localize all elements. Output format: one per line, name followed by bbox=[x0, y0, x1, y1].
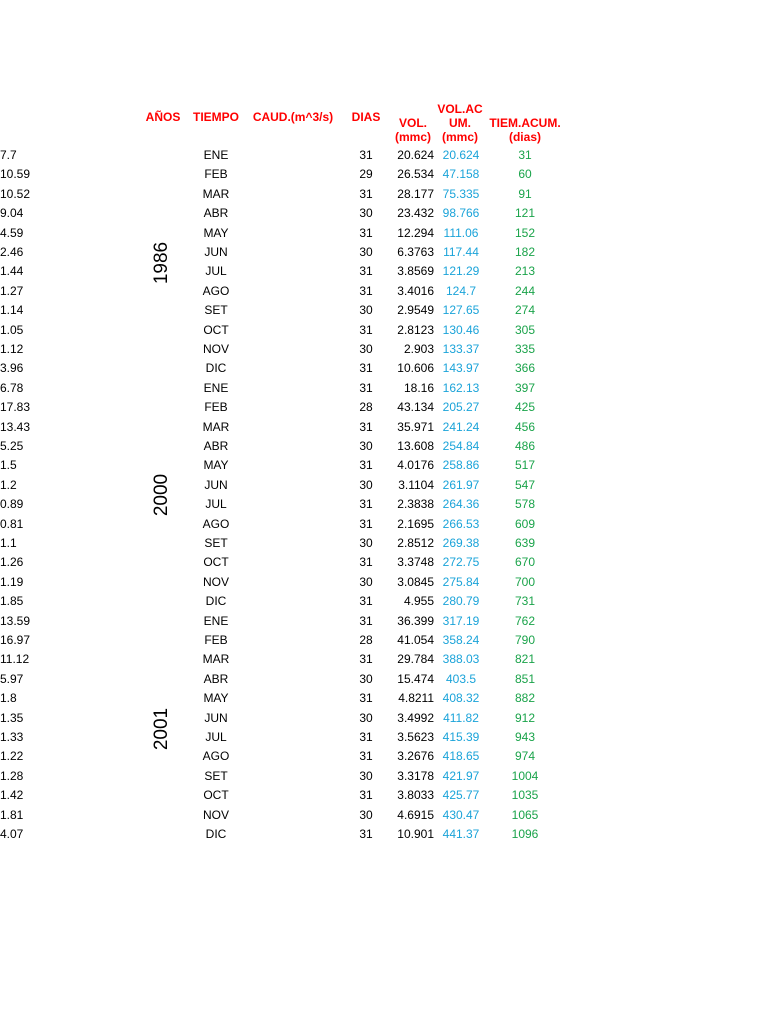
caudal-cell: 5.25 bbox=[0, 439, 24, 453]
caudal-cell: 7.7 bbox=[0, 148, 17, 162]
month-cell: MAY bbox=[203, 225, 229, 240]
table-row bbox=[0, 631, 768, 650]
vol-acum-cell: 421.97 bbox=[442, 768, 480, 783]
tiem-acum-cell: 517 bbox=[514, 458, 536, 473]
caudal-cell: 13.43 bbox=[0, 419, 31, 434]
vol-acum-cell: 425.77 bbox=[442, 788, 480, 803]
vol-cell: 10.606 bbox=[397, 361, 434, 376]
table-row bbox=[0, 515, 768, 534]
tiem-acum-cell: 912 bbox=[514, 710, 536, 725]
caudal-cell: 6.78 bbox=[0, 380, 24, 395]
caudal-cell: 1.27 bbox=[0, 283, 24, 298]
vol-cell: 23.432 bbox=[397, 206, 434, 221]
caudal-cell: 4.59 bbox=[0, 225, 24, 240]
vol-acum-cell: 275.84 bbox=[442, 574, 480, 589]
vol-cell: 12.294 bbox=[397, 225, 434, 240]
table-row bbox=[0, 534, 768, 553]
table-row bbox=[0, 262, 768, 281]
table-row bbox=[0, 224, 768, 243]
month-cell: NOV bbox=[202, 574, 229, 589]
month-cell: DIC bbox=[205, 361, 227, 376]
header-vol-line2: (mmc) bbox=[394, 130, 431, 144]
tiem-acum-cell: 486 bbox=[514, 439, 536, 453]
vol-cell: 4.6915 bbox=[397, 807, 434, 822]
table-row bbox=[0, 243, 768, 262]
caudal-cell: 0.81 bbox=[0, 516, 24, 531]
caudal-cell: 2.46 bbox=[0, 245, 24, 259]
month-cell: JUN bbox=[204, 245, 228, 259]
tiem-acum-cell: 152 bbox=[514, 225, 536, 240]
tiem-acum-cell: 578 bbox=[514, 497, 536, 512]
table-row bbox=[0, 165, 768, 184]
table-row bbox=[0, 806, 768, 825]
vol-cell: 3.8033 bbox=[397, 788, 434, 803]
month-cell: ABR bbox=[203, 439, 229, 453]
header-vol bbox=[388, 116, 438, 144]
caudal-cell: 1.5 bbox=[0, 458, 17, 473]
header-volac bbox=[434, 102, 486, 144]
table-row bbox=[0, 728, 768, 747]
caudal-cell: 5.97 bbox=[0, 671, 24, 686]
month-cell: JUN bbox=[204, 477, 228, 492]
month-cell: MAR bbox=[202, 186, 230, 201]
vol-acum-cell: 261.97 bbox=[442, 477, 480, 492]
header-vol-line1: VOL. bbox=[398, 116, 427, 130]
vol-cell: 43.134 bbox=[397, 400, 434, 415]
vol-acum-cell: 317.19 bbox=[442, 613, 480, 628]
caudal-cell: 1.14 bbox=[0, 303, 24, 318]
vol-cell: 2.8512 bbox=[397, 536, 434, 550]
dias-cell: 28 bbox=[359, 633, 373, 647]
table-row bbox=[0, 786, 768, 805]
month-cell: DIC bbox=[205, 827, 227, 841]
table-row bbox=[0, 185, 768, 204]
table-row bbox=[0, 301, 768, 320]
vol-cell: 4.955 bbox=[403, 594, 434, 609]
dias-cell: 31 bbox=[359, 458, 373, 473]
caudal-cell: 1.28 bbox=[0, 768, 24, 783]
vol-acum-cell: 266.53 bbox=[442, 516, 480, 531]
table-row bbox=[0, 204, 768, 223]
table-row bbox=[0, 670, 768, 689]
header-volac-line3: (mmc) bbox=[441, 130, 478, 144]
month-cell: JUL bbox=[205, 730, 227, 744]
year-label: 1986 bbox=[151, 241, 172, 285]
table-row bbox=[0, 456, 768, 475]
caudal-cell: 3.96 bbox=[0, 361, 24, 376]
tiem-acum-cell: 762 bbox=[514, 613, 536, 628]
vol-acum-cell: 205.27 bbox=[442, 400, 480, 415]
vol-acum-cell: 47.158 bbox=[442, 167, 480, 182]
tiem-acum-cell: 335 bbox=[514, 342, 536, 356]
caudal-cell: 0.89 bbox=[0, 497, 24, 512]
tiem-acum-cell: 274 bbox=[514, 303, 536, 318]
caudal-cell: 11.12 bbox=[0, 652, 30, 667]
month-cell: NOV bbox=[202, 807, 229, 822]
dias-cell: 30 bbox=[359, 206, 373, 221]
vol-acum-cell: 280.79 bbox=[442, 594, 480, 609]
vol-cell: 6.3763 bbox=[397, 245, 434, 259]
month-cell: ABR bbox=[203, 206, 229, 221]
dias-cell: 30 bbox=[359, 342, 373, 356]
vol-acum-cell: 254.84 bbox=[442, 439, 480, 453]
table-row bbox=[0, 767, 768, 786]
vol-cell: 3.8569 bbox=[397, 264, 434, 279]
dias-cell: 29 bbox=[359, 167, 373, 182]
table-row bbox=[0, 689, 768, 708]
vol-acum-cell: 117.44 bbox=[443, 245, 479, 259]
month-cell: ENE bbox=[203, 380, 229, 395]
caudal-cell: 1.35 bbox=[0, 710, 24, 725]
tiem-acum-cell: 821 bbox=[514, 652, 536, 667]
tiem-acum-cell: 91 bbox=[518, 186, 532, 201]
dias-cell: 31 bbox=[359, 361, 373, 376]
vol-acum-cell: 441.37 bbox=[442, 827, 480, 841]
vol-acum-cell: 241.24 bbox=[442, 419, 480, 434]
caudal-cell: 13.59 bbox=[0, 613, 31, 628]
caudal-cell: 4.07 bbox=[0, 827, 24, 841]
vol-cell: 3.5623 bbox=[397, 730, 434, 744]
vol-cell: 4.8211 bbox=[398, 691, 434, 706]
vol-acum-cell: 415.39 bbox=[442, 730, 480, 744]
month-cell: AGO bbox=[202, 516, 230, 531]
vol-acum-cell: 127.65 bbox=[442, 303, 480, 318]
tiem-acum-cell: 670 bbox=[514, 555, 536, 570]
month-cell: ENE bbox=[203, 148, 229, 162]
month-cell: MAY bbox=[203, 691, 229, 706]
tiem-acum-cell: 943 bbox=[514, 730, 536, 744]
vol-cell: 13.608 bbox=[397, 439, 434, 453]
dias-cell: 31 bbox=[359, 225, 373, 240]
tiem-acum-cell: 851 bbox=[514, 671, 536, 686]
table-row bbox=[0, 825, 768, 844]
month-cell: ABR bbox=[203, 671, 229, 686]
dias-cell: 31 bbox=[359, 419, 373, 434]
dias-cell: 31 bbox=[359, 555, 373, 570]
year-label: 2001 bbox=[151, 707, 172, 751]
tiem-acum-cell: 882 bbox=[514, 691, 536, 706]
month-cell: AGO bbox=[202, 749, 230, 764]
vol-cell: 2.3838 bbox=[397, 497, 434, 512]
vol-cell: 35.971 bbox=[397, 419, 434, 434]
month-cell: OCT bbox=[203, 322, 229, 337]
vol-cell: 2.903 bbox=[403, 342, 434, 356]
table-row bbox=[0, 476, 768, 495]
table-row bbox=[0, 321, 768, 340]
tiem-acum-cell: 790 bbox=[514, 633, 536, 647]
table-row bbox=[0, 709, 768, 728]
vol-acum-cell: 143.97 bbox=[442, 361, 480, 376]
tiem-acum-cell: 60 bbox=[518, 167, 532, 182]
caudal-cell: 1.2 bbox=[0, 477, 17, 492]
vol-cell: 4.0176 bbox=[397, 458, 434, 473]
vol-acum-cell: 258.86 bbox=[442, 458, 480, 473]
month-cell: MAR bbox=[202, 419, 230, 434]
caudal-cell: 1.05 bbox=[0, 322, 24, 337]
tiem-acum-cell: 305 bbox=[514, 322, 536, 337]
caudal-cell: 1.81 bbox=[0, 807, 24, 822]
dias-cell: 31 bbox=[359, 613, 373, 628]
vol-cell: 2.9549 bbox=[397, 303, 434, 318]
table-row bbox=[0, 398, 768, 417]
month-cell: OCT bbox=[203, 788, 229, 803]
vol-acum-cell: 98.766 bbox=[442, 206, 480, 221]
caudal-cell: 16.97 bbox=[0, 633, 31, 647]
tiem-acum-cell: 244 bbox=[514, 283, 536, 298]
tiem-acum-cell: 456 bbox=[514, 419, 536, 434]
table-row bbox=[0, 437, 768, 456]
vol-acum-cell: 408.32 bbox=[442, 691, 480, 706]
table-row bbox=[0, 146, 768, 165]
tiem-acum-cell: 31 bbox=[518, 148, 532, 162]
caudal-cell: 1.22 bbox=[0, 749, 24, 764]
vol-cell: 28.177 bbox=[397, 186, 434, 201]
header-tiem-line2: (dias) bbox=[508, 130, 541, 144]
vol-acum-cell: 130.46 bbox=[442, 322, 480, 337]
vol-cell: 36.399 bbox=[397, 613, 434, 628]
vol-cell: 26.534 bbox=[397, 167, 434, 182]
dias-cell: 31 bbox=[359, 322, 373, 337]
month-cell: AGO bbox=[202, 283, 230, 298]
month-cell: SET bbox=[204, 536, 228, 550]
vol-acum-cell: 162.13 bbox=[442, 380, 480, 395]
vol-acum-cell: 272.75 bbox=[442, 555, 480, 570]
header-anos: AÑOS bbox=[145, 110, 181, 124]
vol-acum-cell: 121.29 bbox=[442, 264, 480, 279]
vol-acum-cell: 358.24 bbox=[442, 633, 480, 647]
header-tiempo: TIEMPO bbox=[192, 110, 239, 124]
vol-acum-cell: 430.47 bbox=[442, 807, 480, 822]
vol-acum-cell: 20.624 bbox=[442, 148, 480, 162]
caudal-cell: 10.59 bbox=[0, 167, 31, 182]
vol-cell: 2.8123 bbox=[397, 322, 434, 337]
dias-cell: 31 bbox=[359, 749, 373, 764]
caudal-cell: 1.1 bbox=[0, 536, 17, 550]
table-row bbox=[0, 612, 768, 631]
vol-acum-cell: 264.36 bbox=[442, 497, 480, 512]
dias-cell: 30 bbox=[359, 671, 373, 686]
month-cell: MAY bbox=[203, 458, 229, 473]
tiem-acum-cell: 213 bbox=[514, 264, 536, 279]
header-tiem-line1: TIEM.ACUM. bbox=[489, 116, 561, 130]
month-cell: FEB bbox=[204, 633, 228, 647]
caudal-cell: 1.26 bbox=[0, 555, 24, 570]
dias-cell: 30 bbox=[359, 245, 373, 259]
vol-cell: 29.784 bbox=[397, 652, 434, 667]
dias-cell: 30 bbox=[359, 536, 373, 550]
tiem-acum-cell: 547 bbox=[514, 477, 536, 492]
tiem-acum-cell: 1004 bbox=[511, 768, 539, 783]
caudal-cell: 1.19 bbox=[0, 574, 24, 589]
vol-cell: 2.1695 bbox=[397, 516, 434, 531]
vol-cell: 3.0845 bbox=[397, 574, 434, 589]
vol-cell: 3.1104 bbox=[398, 477, 434, 492]
header-caudal: CAUD.(m^3/s) bbox=[252, 110, 334, 124]
vol-acum-cell: 124.7 bbox=[445, 283, 477, 298]
table-row bbox=[0, 592, 768, 611]
vol-cell: 3.2676 bbox=[397, 749, 434, 764]
vol-cell: 3.3748 bbox=[397, 555, 434, 570]
vol-acum-cell: 133.37 bbox=[442, 342, 480, 356]
dias-cell: 31 bbox=[359, 827, 373, 841]
vol-cell: 41.054 bbox=[397, 633, 434, 647]
tiem-acum-cell: 1035 bbox=[511, 788, 539, 803]
dias-cell: 30 bbox=[359, 574, 373, 589]
caudal-cell: 9.04 bbox=[0, 206, 24, 221]
table-row bbox=[0, 650, 768, 669]
vol-cell: 15.474 bbox=[397, 671, 434, 686]
month-cell: FEB bbox=[204, 167, 228, 182]
vol-acum-cell: 111.06 bbox=[443, 225, 479, 240]
header-volac-line2: UM. bbox=[449, 116, 471, 130]
dias-cell: 31 bbox=[359, 730, 373, 744]
dias-cell: 30 bbox=[359, 477, 373, 492]
vol-acum-cell: 403.5 bbox=[445, 671, 477, 686]
dias-cell: 31 bbox=[359, 594, 373, 609]
vol-acum-cell: 269.38 bbox=[442, 536, 480, 550]
tiem-acum-cell: 425 bbox=[514, 400, 536, 415]
tiem-acum-cell: 639 bbox=[514, 536, 536, 550]
table-row bbox=[0, 379, 768, 398]
tiem-acum-cell: 121 bbox=[514, 206, 536, 221]
dias-cell: 31 bbox=[359, 380, 373, 395]
caudal-cell: 1.44 bbox=[0, 264, 24, 279]
table-row bbox=[0, 495, 768, 514]
caudal-cell: 17.83 bbox=[0, 400, 31, 415]
dias-cell: 30 bbox=[359, 807, 373, 822]
header-dias: DIAS bbox=[351, 110, 381, 124]
header-volac-line1: VOL.AC bbox=[437, 102, 483, 116]
vol-cell: 3.3178 bbox=[397, 768, 434, 783]
dias-cell: 30 bbox=[359, 710, 373, 725]
dias-cell: 31 bbox=[359, 516, 373, 531]
tiem-acum-cell: 731 bbox=[514, 594, 536, 609]
dias-cell: 31 bbox=[359, 652, 373, 667]
dias-cell: 31 bbox=[359, 788, 373, 803]
dias-cell: 31 bbox=[359, 148, 373, 162]
table-row bbox=[0, 553, 768, 572]
month-cell: JUL bbox=[205, 264, 227, 279]
month-cell: JUL bbox=[205, 497, 227, 512]
tiem-acum-cell: 182 bbox=[514, 245, 536, 259]
dias-cell: 31 bbox=[359, 283, 373, 298]
table-row bbox=[0, 282, 768, 301]
caudal-cell: 1.42 bbox=[0, 788, 24, 803]
dias-cell: 31 bbox=[359, 691, 373, 706]
month-cell: ENE bbox=[203, 613, 229, 628]
month-cell: FEB bbox=[204, 400, 228, 415]
dias-cell: 31 bbox=[359, 186, 373, 201]
caudal-cell: 1.8 bbox=[0, 691, 17, 706]
vol-acum-cell: 75.335 bbox=[442, 186, 480, 201]
caudal-cell: 1.12 bbox=[0, 342, 24, 356]
vol-cell: 3.4016 bbox=[397, 283, 434, 298]
dias-cell: 30 bbox=[359, 439, 373, 453]
tiem-acum-cell: 366 bbox=[514, 361, 536, 376]
month-cell: SET bbox=[204, 303, 228, 318]
month-cell: JUN bbox=[204, 710, 228, 725]
dias-cell: 30 bbox=[359, 303, 373, 318]
caudal-cell: 10.52 bbox=[0, 186, 31, 201]
month-cell: NOV bbox=[202, 342, 229, 356]
dias-cell: 31 bbox=[359, 497, 373, 512]
month-cell: SET bbox=[204, 768, 228, 783]
tiem-acum-cell: 397 bbox=[514, 380, 536, 395]
table-row bbox=[0, 747, 768, 766]
header-tiem bbox=[486, 116, 564, 144]
month-cell: MAR bbox=[202, 652, 230, 667]
table-row bbox=[0, 418, 768, 437]
dias-cell: 30 bbox=[359, 768, 373, 783]
tiem-acum-cell: 700 bbox=[514, 574, 536, 589]
table-row bbox=[0, 359, 768, 378]
vol-cell: 3.4992 bbox=[397, 710, 434, 725]
caudal-cell: 1.33 bbox=[0, 730, 24, 744]
year-label: 2000 bbox=[151, 473, 172, 517]
tiem-acum-cell: 1096 bbox=[511, 827, 539, 841]
table-row bbox=[0, 573, 768, 592]
vol-acum-cell: 411.82 bbox=[443, 710, 479, 725]
month-cell: DIC bbox=[205, 594, 227, 609]
tiem-acum-cell: 1065 bbox=[511, 807, 539, 822]
dias-cell: 31 bbox=[359, 264, 373, 279]
month-cell: OCT bbox=[203, 555, 229, 570]
vol-acum-cell: 418.65 bbox=[442, 749, 480, 764]
table-row bbox=[0, 340, 768, 359]
vol-cell: 18.16 bbox=[403, 380, 434, 395]
vol-cell: 10.901 bbox=[397, 827, 434, 841]
tiem-acum-cell: 609 bbox=[514, 516, 536, 531]
tiem-acum-cell: 974 bbox=[514, 749, 536, 764]
dias-cell: 28 bbox=[359, 400, 373, 415]
caudal-cell: 1.85 bbox=[0, 594, 24, 609]
vol-acum-cell: 388.03 bbox=[442, 652, 480, 667]
vol-cell: 20.624 bbox=[397, 148, 434, 162]
